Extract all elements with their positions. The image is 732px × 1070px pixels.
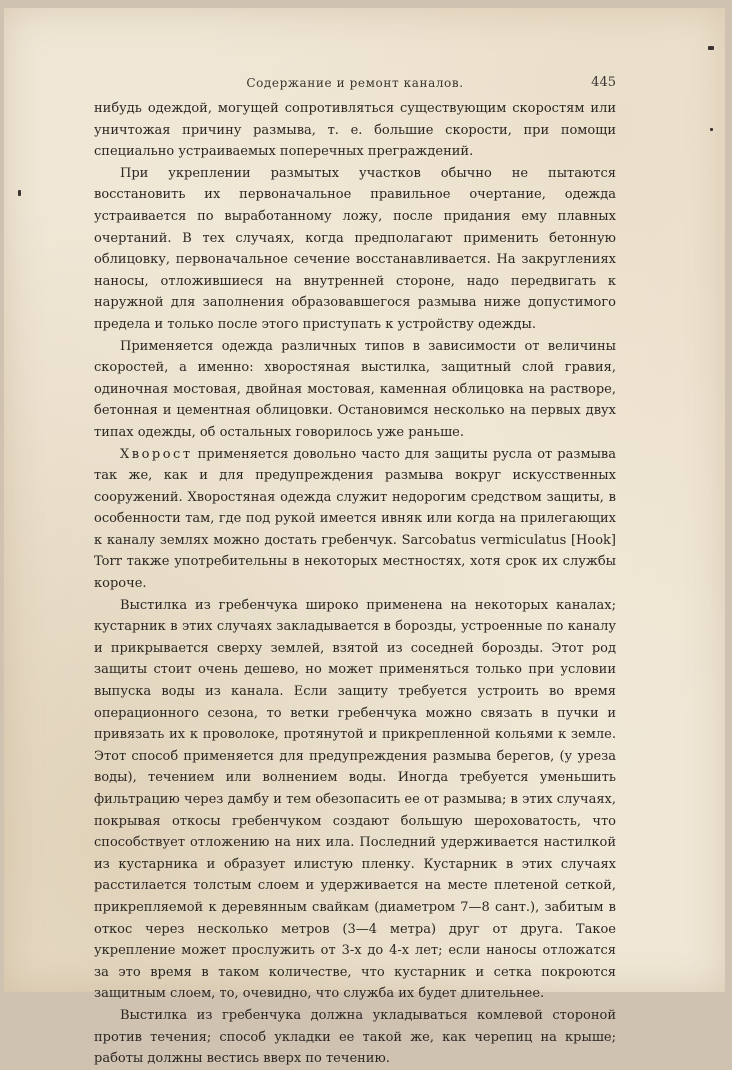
spaced-lead-word: Хворост bbox=[120, 446, 193, 462]
body-text bbox=[94, 98, 616, 1070]
chapter-title: Содержание и ремонт каналов. bbox=[246, 76, 464, 90]
running-header bbox=[94, 70, 616, 98]
paragraph: Выстилка из гребенчука должна укладываться комлевой стороной против течения; способ укладки ее такой же, как черепиц на крыше; работы должны вестись вверх по течению. bbox=[94, 1007, 616, 1067]
margin-mark-top-right bbox=[708, 46, 714, 50]
paragraph bbox=[94, 444, 616, 595]
text-area bbox=[94, 70, 616, 1070]
margin-mark-right bbox=[710, 128, 713, 131]
book-page bbox=[4, 8, 725, 1067]
paragraph-text: применяется довольно часто для защиты русла от размыва так же, как и для предупреждения размыва вокруг искусственных сооружений. Хворостяная одежда служит недорогим средством защиты, в особенности там, где под рукой имеется ивняк или когда на прилегающих к каналу землях можно достать гребенчук. Sarcobatus vermiculatus [Hook] Torr также употребительны в некоторых местностях, хотя срок их службы короче. bbox=[94, 446, 616, 592]
margin-mark-left bbox=[18, 190, 21, 196]
page-number: 445 bbox=[591, 75, 616, 90]
paragraph: При укреплении размытых участков обычно не пытаются восстановить их первоначальное правильное очертание, одежда устраивается по выработанному ложу, после придания ему плавных очертаний. В тех случаях, когда предполагают применить бетонную облицовку, первоначальное сечение восстанавливается. На закруглениях наносы, отложившиеся на внутренней стороне, надо передвигать к наружной для заполнения образовавшегося размыва ниже допустимого предела и только после этого приступать к устройству одежды. bbox=[94, 165, 616, 332]
paragraph: Применяется одежда различных типов в зависимости от величины скоростей, а именно: хворостяная выстилка, защитный слой гравия, одиночная мостовая, двойная мостовая, каменная облицовка на растворе, бетонная и цементная облицовки. Остановимся несколько на первых двух типах одежды, об остальных говорилось уже раньше. bbox=[94, 338, 616, 440]
paragraph: Выстилка из гребенчука широко применена на некоторых каналах; кустарник в этих случаях закладывается в борозды, устроенные по каналу и прикрывается сверху землей, взятой из соседней борозды. Этот род защиты стоит очень дешево, но может применяться только при условии выпуска воды из канала. Если защиту требуется устроить во время операционного сезона, то ветки гребенчука можно связать в пучки и привязать их к проволоке, протянутой и прикрепленной кольями к земле. Этот способ применяется для предупреждения размыва берегов, (у уреза воды), течением или волнением воды. Иногда требуется уменьшить фильтрацию через дамбу и тем обезопасить ее от размыва; в этих случаях, покрывая откосы гребенчуком создают большую шероховатость, что способствует отложению на них ила. Последний удерживается настилкой из кустарника и образует илистую пленку. Кустарник в этих случаях расстилается толстым слоем и удерживается на месте плетеной сеткой, прикрепляемой к деревянным свайкам (диаметром 7—8 сант.), забитым в откос через несколько метров (3—4 метра) друг от друга. Такое укрепление может прослужить от 3-х до 4-х лет; если наносы отложатся за это время в таком количестве, что кустарник и сетка покроются защитным слоем, то, очевидно, что служба их будет длительнее. bbox=[94, 597, 616, 1002]
paragraph: нибудь одеждой, могущей сопротивляться существующим скоростям или уничтожая причину размыва, т. е. большие скорости, при помощи специально устраиваемых поперечных преграждений. bbox=[94, 101, 616, 160]
